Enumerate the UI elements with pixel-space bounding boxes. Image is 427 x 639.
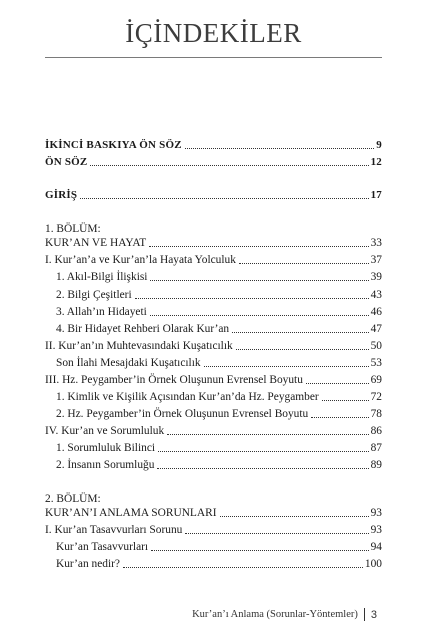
toc-entry[interactable] — [45, 390, 382, 404]
toc-entry-page: 39 — [370, 271, 382, 283]
dot-leader — [150, 280, 368, 281]
title-divider — [45, 57, 382, 58]
toc-entry-page: 17 — [370, 189, 382, 201]
dot-leader — [232, 332, 368, 333]
toc-entry-page: 78 — [370, 408, 382, 420]
dot-leader — [150, 315, 369, 316]
dot-leader — [158, 451, 369, 452]
toc-entry-page: 100 — [364, 558, 382, 570]
toc-entry-label: 1. Akıl-Bilgi İlişkisi — [56, 271, 148, 283]
toc-entry-label: III. Hz. Peygamber’in Örnek Oluşunun Evrensel Boyutu — [45, 374, 303, 386]
footer-separator — [364, 608, 365, 621]
dot-leader — [220, 516, 369, 517]
toc-entry-preface[interactable] — [45, 155, 382, 169]
toc-entry[interactable] — [45, 253, 382, 267]
toc-entry-label: 2. Hz. Peygamber’in Örnek Oluşunun Evrensel Boyutu — [56, 408, 309, 420]
toc-entry-page: 12 — [370, 156, 382, 168]
toc-entry-page: 43 — [370, 289, 382, 301]
part-1-number: 1. BÖLÜM: — [45, 223, 101, 235]
toc-entry[interactable] — [45, 322, 382, 336]
dot-leader — [135, 298, 369, 299]
toc-entry-label: ÖN SÖZ — [45, 156, 88, 168]
toc-entry-label: Kur’an Tasavvurları — [56, 541, 149, 553]
toc-entry-label: II. Kur’an’ın Muhtevasındaki Kuşatıcılık — [45, 340, 233, 352]
toc-entry-label: GİRİŞ — [45, 189, 78, 201]
toc-entry-label: 2. Bilgi Çeşitleri — [56, 289, 132, 301]
toc-entry-page: 72 — [370, 391, 382, 403]
toc-entry-preface-second-edition[interactable] — [45, 138, 382, 152]
toc-entry-label: İKİNCİ BASKIYA ÖN SÖZ — [45, 139, 182, 151]
toc-entry-label: 4. Bir Hidayet Rehberi Olarak Kur’an — [56, 323, 230, 335]
toc-entry-label: 1. Kimlik ve Kişilik Açısından Kur’an’da Hz. Peygamber — [56, 391, 319, 403]
toc-entry-page: 37 — [370, 254, 382, 266]
footer-page-number: 3 — [370, 608, 377, 621]
page-footer — [192, 608, 377, 621]
toc-entry-label: I. Kur’an Tasavvurları Sorunu — [45, 524, 183, 536]
toc-entry[interactable] — [45, 557, 382, 571]
toc-entry-page: 87 — [370, 442, 382, 454]
toc-entry[interactable] — [45, 458, 382, 472]
dot-leader — [149, 246, 368, 247]
dot-leader — [236, 349, 369, 350]
toc-entry-label: Son İlahi Mesajdaki Kuşatıcılık — [56, 357, 201, 369]
dot-leader — [185, 148, 375, 149]
dot-leader — [90, 165, 368, 166]
toc-entry-page: 93 — [370, 507, 382, 519]
toc-entry-page: 89 — [370, 459, 382, 471]
dot-leader — [239, 263, 369, 264]
toc-entry[interactable] — [45, 270, 382, 284]
toc-entry[interactable] — [45, 373, 382, 387]
toc-entry[interactable] — [45, 424, 382, 438]
toc-entry-page: 47 — [370, 323, 382, 335]
toc-entry-page: 86 — [370, 425, 382, 437]
toc-entry[interactable] — [45, 236, 382, 250]
dot-leader — [322, 400, 369, 401]
dot-leader — [123, 567, 363, 568]
toc-entry-label: 2. İnsanın Sorumluğu — [56, 459, 155, 471]
dot-leader — [157, 468, 368, 469]
toc-entry-label: KUR’AN’I ANLAMA SORUNLARI — [45, 507, 217, 519]
toc-entry-label: I. Kur’an’a ve Kur’an’la Hayata Yolculuk — [45, 254, 236, 266]
toc-entry[interactable] — [45, 407, 382, 421]
dot-leader — [306, 383, 369, 384]
toc-entry-label: 3. Allah’ın Hidayeti — [56, 306, 147, 318]
toc-entry-page: 50 — [370, 340, 382, 352]
toc-entry-label: Kur’an nedir? — [56, 558, 120, 570]
dot-leader — [185, 533, 368, 534]
dot-leader — [167, 434, 368, 435]
part-2-number: 2. BÖLÜM: — [45, 493, 101, 505]
dot-leader — [204, 366, 369, 367]
toc-entry-page: 33 — [370, 237, 382, 249]
toc-entry[interactable] — [45, 356, 382, 370]
toc-entry-page: 53 — [370, 357, 382, 369]
toc-entry[interactable] — [45, 540, 382, 554]
toc-entry-page: 93 — [370, 524, 382, 536]
toc-entry-label: KUR’AN VE HAYAT — [45, 237, 147, 249]
toc-entry-page: 46 — [370, 306, 382, 318]
toc-entry-label: 1. Sorumluluk Bilinci — [56, 442, 156, 454]
toc-entry[interactable] — [45, 339, 382, 353]
dot-leader — [80, 198, 368, 199]
page-title: İÇİNDEKİLER — [125, 18, 302, 48]
toc-entry-page: 69 — [370, 374, 382, 386]
toc-entry-page: 9 — [376, 139, 382, 151]
dot-leader — [151, 550, 369, 551]
toc-entry-page: 94 — [370, 541, 382, 553]
toc-entry[interactable] — [45, 523, 382, 537]
toc-entry-label: IV. Kur’an ve Sorumluluk — [45, 425, 165, 437]
toc-entry-introduction[interactable] — [45, 188, 382, 202]
toc-entry[interactable] — [45, 288, 382, 302]
dot-leader — [311, 417, 368, 418]
footer-book-title: Kur’an’ı Anlama (Sorunlar-Yöntemler) — [192, 609, 358, 620]
toc-entry[interactable] — [45, 441, 382, 455]
toc-entry[interactable] — [45, 506, 382, 520]
toc-entry[interactable] — [45, 305, 382, 319]
